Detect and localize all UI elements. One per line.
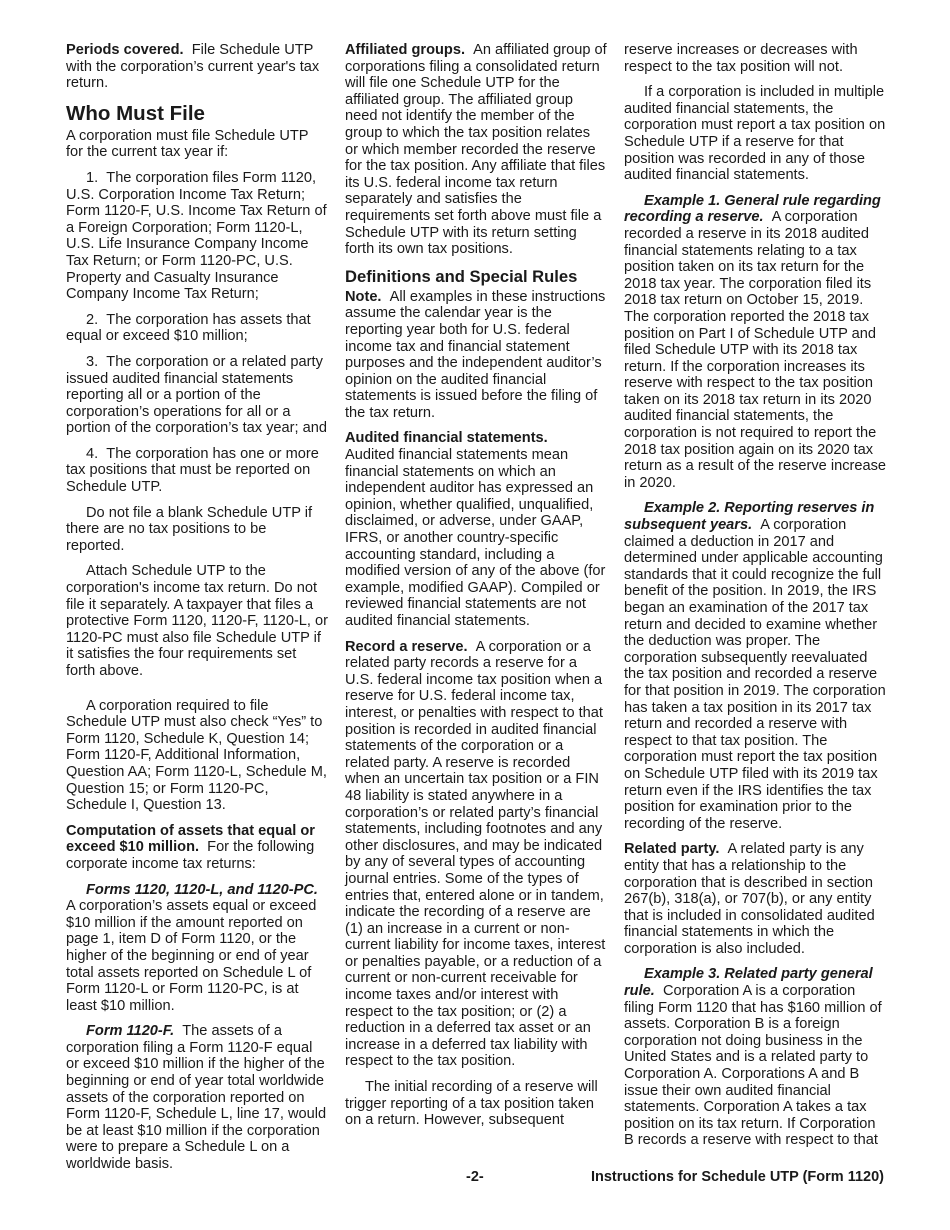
paragraph-affiliated [345,42,607,258]
example-3-heading: Example 3. Related party general rule. [624,966,873,1000]
forms-text: A corporation’s assets equal or exceed $10 million if the amount reported on page 1, item D of Form 1120, or the higher of the beginning or end of year total assets reported on Schedule L of Form 1120-L or Form 1120-PC, is at least $10 million. [66,898,317,1014]
audited-text: Audited financial statements mean financial statements on which an independent auditor has expressed an opinion, whether qualified, unqualified, disclaimed, or adverse, under GAAP, IFRS, or another country-specific accounting standard, including a modified version of any of the above (for example, modified GAAP). Compiled or reviewed financial statements are not audited financial statements. [345,447,606,629]
f1120f-text: The assets of a corporation filing a Form 1120-F equal or exceed $10 million if the higher of the beginning or end of year total worldwide assets of the corporation reported on Form 1120-F, Schedule L, line 17, would be at least $10 million if the corporation were to prepare a Schedule L on a worldwide basis. [66,1023,327,1173]
reserve-text: A corporation or a related party records a reserve for a U.S. federal income tax position when a reserve for U.S. federal income tax, interest, or penalties with respect to that position is recorded in audited financial statements of the corporation or a related party. A reserve is recorded when an uncertain tax position or a FIN 48 liability is stated anywhere in a corporation’s or related party’s financial statements, including footnotes and any other disclosures, and may be indicated by any of several types of accounting journal entries. Some of the types of entries that, entered alone or in tandem, indicate the recording of a reserve are (1) an increase in a current or non-current liability for income taxes, interest or penalties payable, or a reduction of a current or non-current receivable for income taxes and/or interest with respect to the tax position; or (2) a reduction in a deferred tax asset or an increase in a deferred tax liability with respect to the tax position. [345,638,606,1070]
definitions-heading: Definitions and Special Rules [345,266,578,286]
paragraph-audited [345,430,607,629]
page-number: -2- [466,1169,484,1185]
paragraph-1120f [66,1023,328,1172]
paragraph-computation [66,823,328,873]
note-text: All examples in these instructions assume the calendar year is the reporting year both for U.S. federal income tax and financial statement purposes and the independent auditor’s opinion on the audited financial statements is issued before the filing of the tax return. [345,288,606,421]
list-item-1: 1. The corporation files Form 1120, U.S. Corporation Income Tax Return; Form 1120-F, U.S. Income Tax Return of a Foreign Corporation; Form 1120-L, U.S. Life Insurance Company Income Tax Return; or Form 1120-PC, U.S. Property and Casualty Insurance Company Income Tax Return; [66,169,327,303]
example-2-text: A corporation claimed a deduction in 2017 and determined under applicable accounting standards that it could recognize the full benefit of the position. In 2019, the IRS began an examination of the 2017 tax return and decided to examine whether the deduction was proper. The corporation subsequently reevaluated the tax position and recorded a reserve for that position in 2019. The corporation has taken a tax position in its 2017 tax return and recorded a reserve with respect to that tax position. The corporation must report the tax position on Schedule UTP filed with its 2019 tax return even if the IRS identifies the tax position for examination prior to the recording of the reserve. [624,517,886,832]
paragraph-example-2 [624,500,886,832]
column-3 [624,42,886,1158]
example-1-text: A corporation recorded a reserve in its 2018 audited financial statements relating to a tax position taken on its tax return for the 2018 tax year. The corporation filed its 2018 tax return on October 15, 2019. The corporation reported the 2018 tax position on Part I of Schedule UTP and filed Schedule UTP with its 2018 tax return. If the corporation increases its reserve with respect to the tax position taken on its 2018 tax return in its 2020 audited financial statements, the corporation is not required to report the 2018 tax position again on its 2020 tax return as a result of the reserve increase in 2020. [624,209,887,491]
column-2 [345,42,607,1138]
computation-text: For the following corporate income tax returns: [66,839,315,872]
note-heading: Note. [345,288,382,305]
f1120f-heading: Form 1120-F. [86,1023,175,1040]
list-item-2: 2. The corporation has assets that equal or exceed $10 million; [66,311,311,345]
example-1-heading: Example 1. General rule regarding recording a reserve. [624,192,881,226]
paragraph-continued: reserve increases or decreases with respect to the tax position will not. [624,42,858,75]
paragraph-forms [66,882,328,1015]
who-intro: A corporation must file Schedule UTP for the current tax year if: [66,127,309,161]
paragraph-periods [66,42,328,92]
reserve-heading: Record a reserve. [345,638,468,655]
forms-heading: Forms 1120, 1120-L, and 1120-PC. [86,881,318,898]
paragraph-note [345,289,607,422]
example-3-text: Corporation A is a corporation filing Form 1120 that has $160 million of assets. Corporation B is a foreign corporation not doing business in the United States and is a related party to Corporation A. Corporations A and B issue their own audited financial statements. Corporation A takes a tax position on its tax return. If Corporation B records a reserve with respect to that [624,983,882,1149]
related-heading: Related party. [624,841,720,858]
footer-title: Instructions for Schedule UTP (Form 1120) [590,1169,884,1185]
paragraph-example-3 [624,966,886,1149]
who-must-file-heading: Who Must File [66,101,205,125]
affiliated-heading: Affiliated groups. [345,42,465,58]
related-text: A related party is any entity that has a relationship to the corporation that is described in section 267(b), 318(a), or 707(b), or any entity that is included in consolidated audited financial statements in which the corporation is also included. [624,841,875,957]
paragraph-initial: The initial recording of a reserve will trigger reporting of a tax position taken on a return. However, subsequent [345,1079,598,1129]
affiliated-text: An affiliated group of corporations filing a consolidated return will file one Schedule UTP for the affiliated group. The affiliated group need not identify the member of the group to which the tax position relates or which member recorded the reserve for the tax position. Any affiliate that files its U.S. federal income tax return separately and satisfies the requirements set forth above must file a Schedule UTP with its return setting forth its own tax positions. [345,42,607,258]
periods-text: File Schedule UTP with the corporation’s current year's tax return. [66,42,320,92]
computation-heading: Computation of assets that equal or exceed $10 million. [66,822,315,856]
column-1 [66,42,328,1182]
list-item-4: 4. The corporation has one or more tax positions that must be reported on Schedule UTP. [66,445,319,496]
periods-heading: Periods covered. [66,42,184,58]
paragraph-attach: Attach Schedule UTP to the corporation's income tax return. Do not file it separately. A taxpayer that files a protective Form 1120, 1120-F, 1120-L, or 1120-PC must also file Schedule UTP if it satisfies the four requirements set forth above. [66,563,329,679]
audited-heading: Audited financial statements. [345,430,548,447]
paragraph-reserve [345,639,607,1070]
example-2-heading: Example 2. Reporting reserves in subsequent years. [624,500,875,534]
paragraph-related [624,841,886,957]
paragraph-multiple: If a corporation is included in multiple audited financial statements, the corporation must report a tax position on Schedule UTP if a reserve for that position was recorded in any of those audited financial statements. [624,84,886,184]
list-item-3: 3. The corporation or a related party issued audited financial statements reporting all or a portion of the corporation’s operations for all or a portion of the corporation’s tax year; and [66,353,327,437]
paragraph-example-1 [624,193,886,492]
paragraph-yes: A corporation required to file Schedule UTP must also check “Yes” to Form 1120, Schedule K, Question 14; Form 1120-F, Additional Information, Question AA; Form 1120-L, Schedule M, Question 15; or Form 1120-PC, Schedule I, Question 13. [66,697,327,814]
paragraph-blank: Do not file a blank Schedule UTP if there are no tax positions to be reported. [66,504,313,554]
